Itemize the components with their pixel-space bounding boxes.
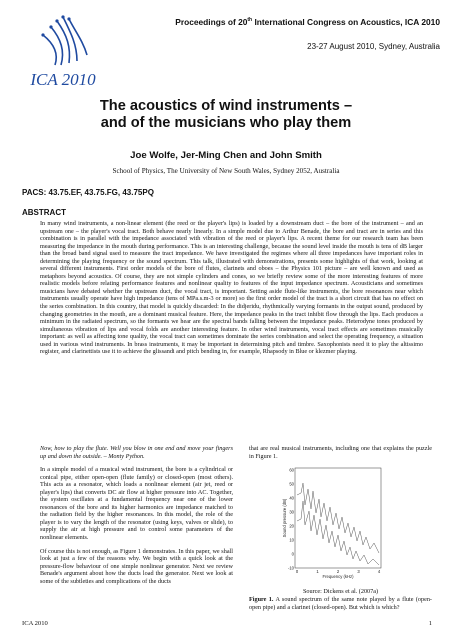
conference-suffix: International Congress on Acoustics, ICA 2010 — [252, 17, 440, 27]
y-tick-label: 20 — [289, 523, 294, 529]
footer-conference: ICA 2010 — [22, 620, 48, 627]
plot-frame — [295, 468, 381, 568]
paper-title — [20, 98, 432, 132]
conference-sup: th — [247, 17, 253, 24]
figure-caption — [249, 596, 432, 611]
left-column — [40, 445, 233, 591]
figure-caption-text: A sound spectrum of the same note played by a flute (open-open pipe) and a clarinet (closed-open). But which is which? — [249, 596, 432, 611]
conference-prefix: Proceedings of 20 — [175, 17, 248, 27]
y-tick-label: 0 — [291, 551, 294, 557]
pacs-codes: PACS: 43.75.EF, 43.75.FG, 43.75PQ — [22, 188, 154, 197]
logo-text: ICA 2010 — [30, 70, 96, 89]
abstract-heading: ABSTRACT — [22, 208, 66, 217]
figure-source: Source: Dickens et al. (2007a) — [302, 588, 379, 595]
affiliation: School of Physics, The University of New South Wales, Sydney 2052, Australia — [112, 167, 340, 175]
y-tick-label: -10 — [287, 565, 294, 571]
right-paragraph-1: that are real musical instruments, including one that explains the puzzle in Figure 1. — [249, 445, 432, 460]
x-tick-label: 1 — [316, 569, 319, 574]
y-tick-labels — [288, 468, 295, 571]
x-axis-label: Frequency (kHz) — [322, 574, 354, 579]
conference-dates: 23-27 August 2010, Sydney, Australia — [307, 42, 440, 51]
epigraph-attribution: – Monty Python. — [102, 452, 145, 460]
y-axis-label: Sound pressure (dB) — [282, 498, 287, 538]
body-paragraph-2: Of course this is not enough, as Figure 1 demonstrates. In this paper, we shall look at just a few of the reasons why. We begin with a quick look at the pressure-flow behaviour of one simple nonlinear generator. Next we review Benade's argument about how the ducts load the generator. Next we look at some of the subtleties and complications of the ducts — [40, 547, 233, 585]
epigraph: Now, how to play the flute. Well you blow in one end and move your fingers up and down the outside. — [40, 445, 233, 460]
x-tick-label: 2 — [336, 569, 340, 574]
figure-1-spectrum — [282, 465, 386, 580]
y-tick-label: 10 — [289, 537, 294, 543]
y-tick-label: 30 — [289, 509, 294, 515]
title-line-2: and of the musicians who play them — [100, 115, 352, 131]
y-tick-label: 40 — [289, 495, 294, 501]
body-paragraph-1: In a simple model of a musical wind instrument, the bore is a cylindrical or conical pipe, either open-open (flute family) or closed-open (most others). This acts as a resonator, which loads a nonlinear element (air jet, reed or player's lips) that converts DC air flow at higher pressure into AC. Together, the system oscillates at a fundamental frequency near one of the lower resonances of the bore and its higher harmonics are impedance matched to the radiation field by the higher resonances. In this model, the role of the player is to vary the length of the resonator (using keys, valves or slide), to supply the air at high pressure and to control some parameters of the nonlinear elements. — [40, 466, 233, 542]
y-tick-label: 50 — [289, 481, 294, 487]
conference-name — [150, 17, 440, 27]
y-tick-label: 60 — [289, 467, 294, 473]
authors: Joe Wolfe, Jer-Ming Chen and John Smith — [130, 150, 322, 161]
ica-2010-logo — [13, 11, 113, 94]
figure-caption-label: Figure 1. — [249, 596, 274, 603]
title-line-1: The acoustics of wind instruments – — [99, 98, 353, 114]
right-column — [249, 445, 432, 460]
abstract-text: In many wind instruments, a non-linear element (the reed or the player's lips) is loaded by a downstream duct – the bore of the instrument – and an upstream one – the player's vocal tract. Both behave nearly linearly. In a simple model due to Arthur Benade, the bore and tract are in series and this combination is in parallel with the impedance associated with vibration of the reed or player's lips. A recent theme for our research team has been measuring the impedance in the mouth during performance. This is an interesting challenge, because the sound level inside the mouth is tens of dB larger than the broad band signal used to measure the tract impedance. We have investigated the regimes where all three impedances have important roles in determining the playing frequency or the sound spectrum. This talk, illustrated with demonstrations, presents some highlights of that work, looking at several different instruments. First order models of the bore of flutes, clarinets and oboes – the Physics 101 picture – are well known and used as metaphors beyond acoustics. Of course, they are not simple cylinders and cones, so we briefly review some of the more interesting features of more realistic models before relating performance features and nonlinear quality to features of the input impedance spectrum. Acousticians and sometimes musicians have debated whether the upstream duct, the vocal tract, is important. Setting aside flute-like instruments, the bore resonances near which instruments usually operate have high impedance (tens of MPa.s.m-3 or more) so the first order model of the tract is a short circuit that has no effect on the series combination. In this country, that model is quickly discarded: In the didjeridu, rhythmically varying formants in the output sound, produced by changing geometries in the mouth, are a dominant musical feature. Here, the impedance peaks in the tract inhibit flow through the lips. Each produces a minimum in the radiated spectrum, so the formants we hear are the spectral bands falling between the impedance peaks. Heterodyne tones produced by simultaneous vibration of lips and vocal folds are another interesting feature. In other wind instruments, vocal tract effects are sometimes musically important: as well as affecting tone quality, the vocal tract can sometimes dominate the series combination and select the operating frequency, a situation used in various wind instruments. In brass instruments, it may be important in determining pitch and timbre. Saxophonists need it to play the altissimo register, and clarinettists use it to achieve the glissandi and pitch bending in, for example, Rhapsody in Blue or klezmer playing. — [40, 220, 423, 356]
page-number: 1 — [428, 620, 432, 627]
x-tick-label: 3 — [357, 569, 360, 574]
x-tick-label: 0 — [295, 569, 299, 574]
x-tick-label: 4 — [377, 569, 381, 574]
